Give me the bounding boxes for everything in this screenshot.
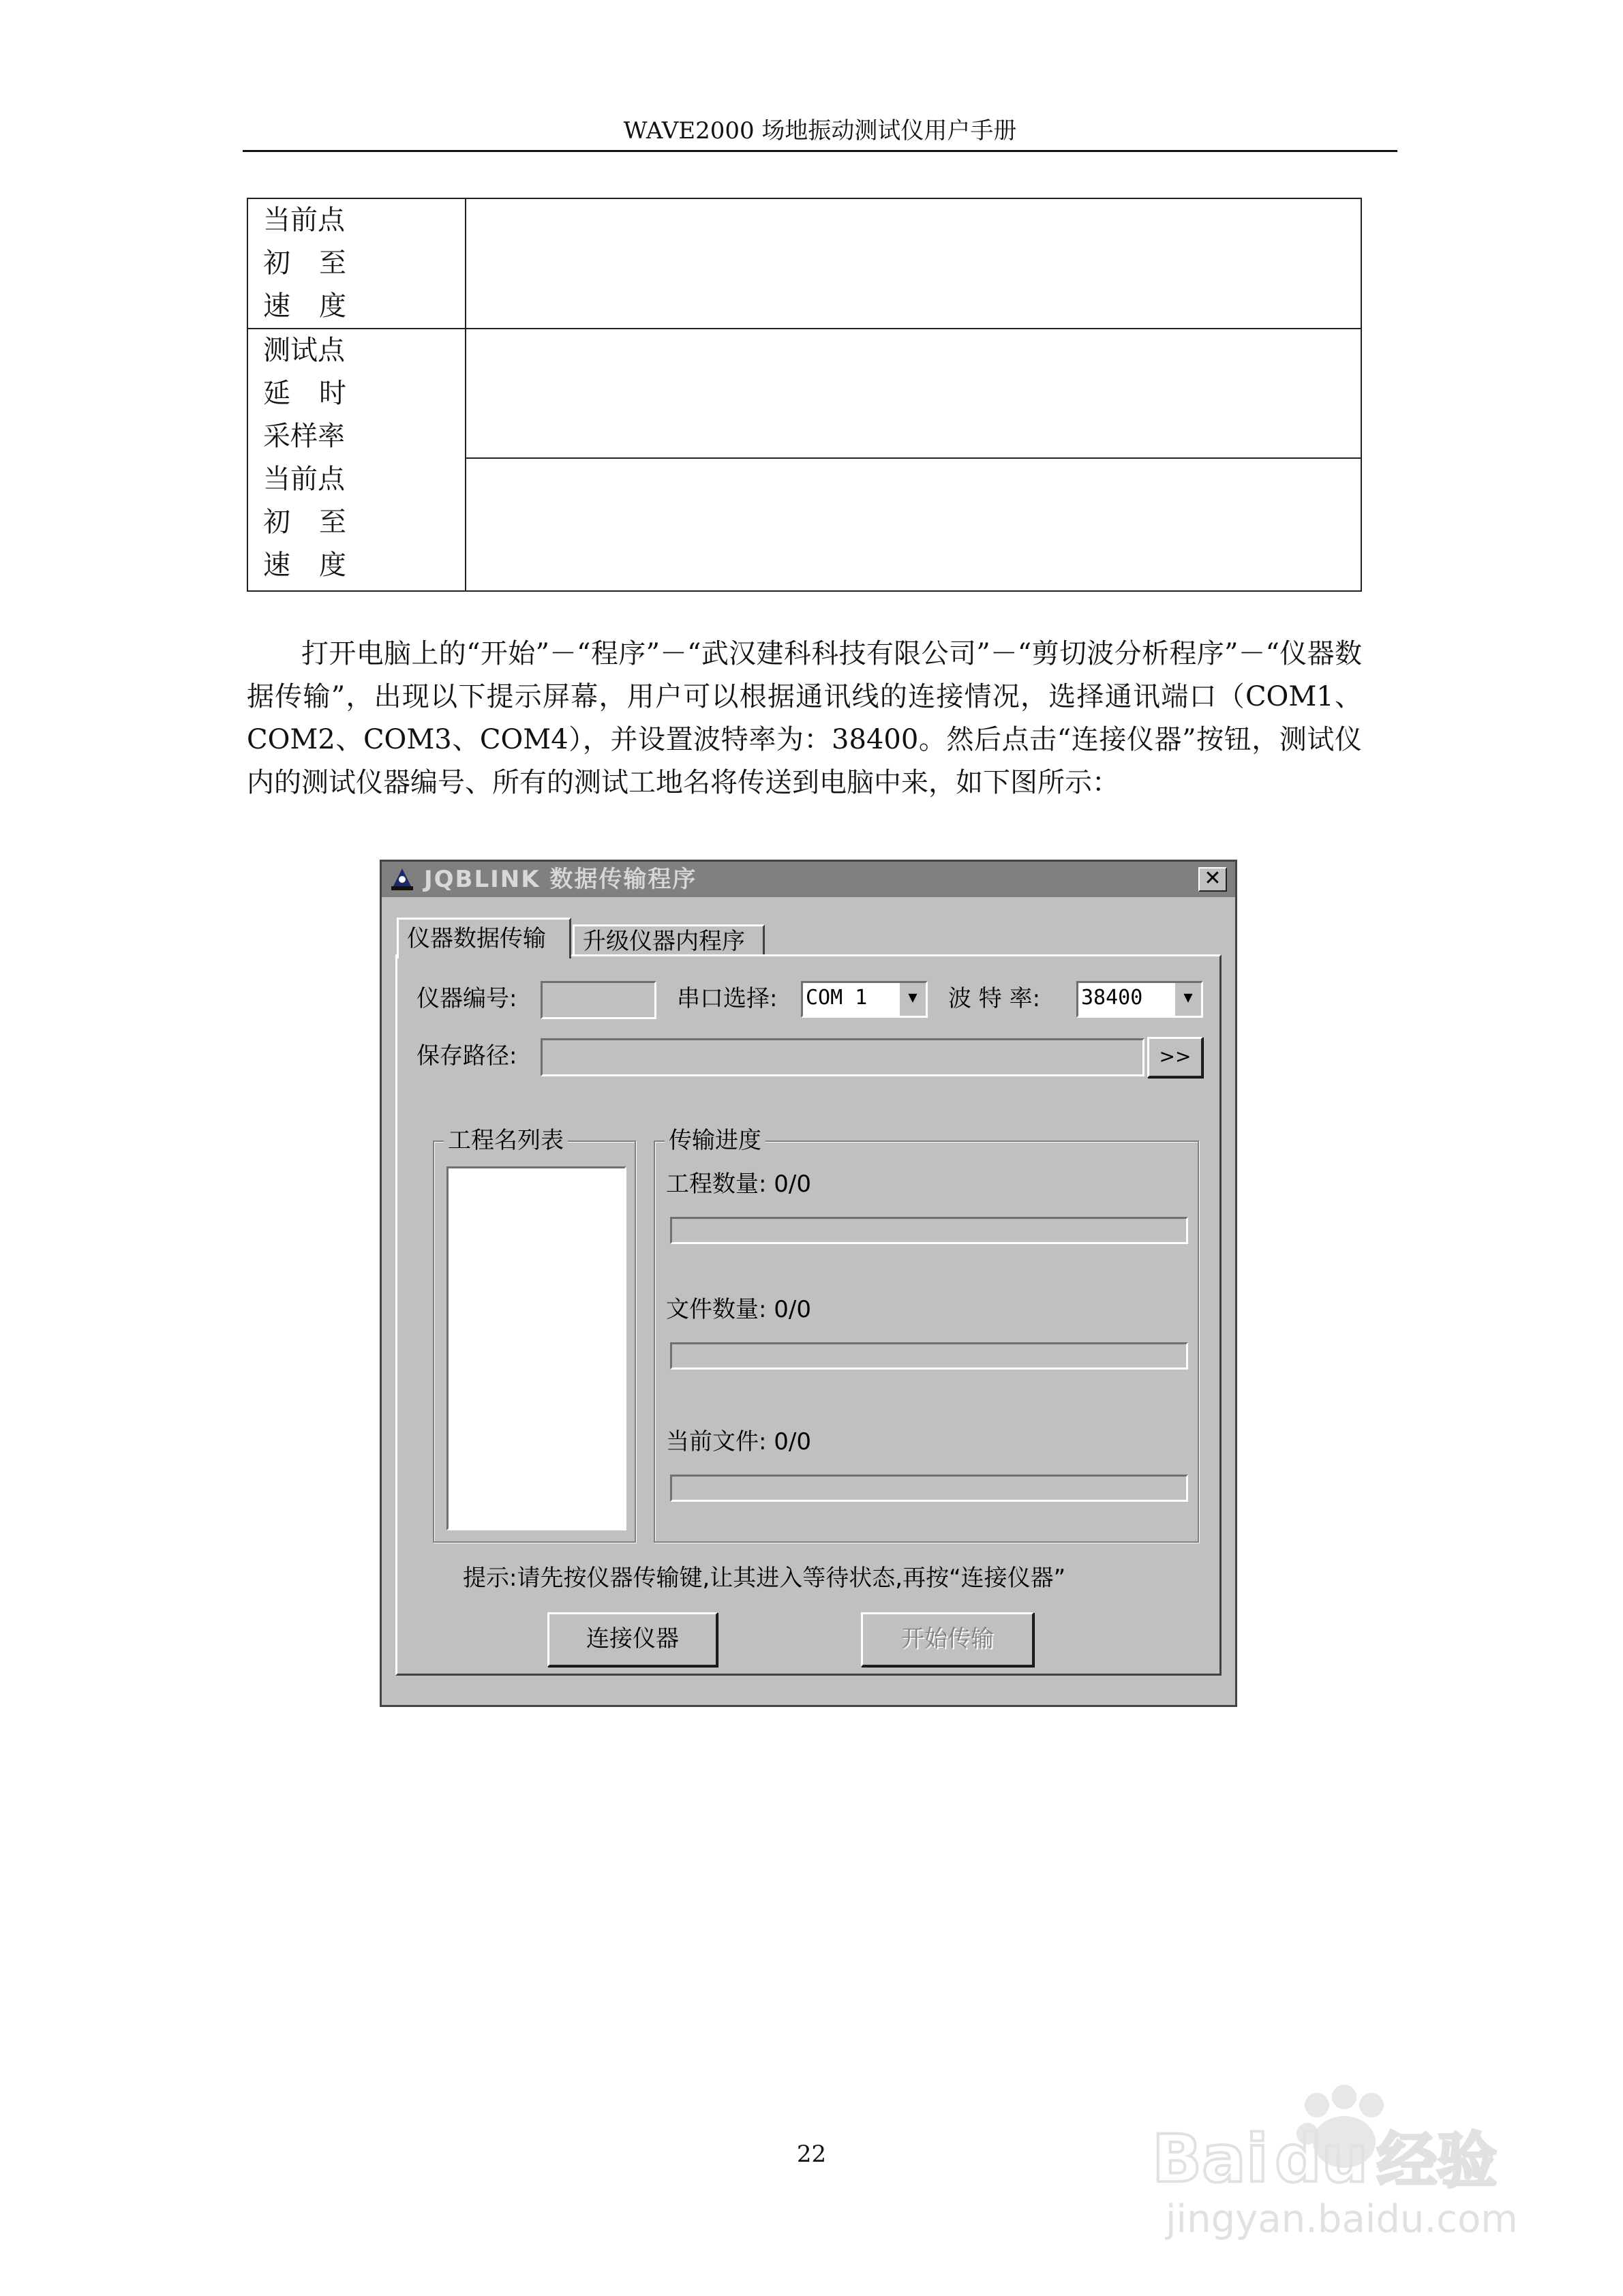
label-line: 速 度 bbox=[263, 549, 346, 581]
chevron-down-icon[interactable]: ▼ bbox=[898, 983, 926, 1016]
label-line: 延 时 bbox=[263, 378, 346, 409]
label-line: 采样率 bbox=[263, 421, 345, 452]
project-progress-bar bbox=[670, 1217, 1188, 1244]
table-cell-empty bbox=[466, 329, 1361, 458]
tab-firmware-upgrade[interactable]: 升级仪器内程序 bbox=[573, 924, 765, 956]
baud-value: 38400 bbox=[1081, 986, 1143, 1010]
current-file-label: 当前文件: 0/0 bbox=[666, 1428, 811, 1455]
file-progress-bar bbox=[670, 1342, 1188, 1370]
project-count-value: 0/0 bbox=[774, 1170, 811, 1198]
start-transfer-button[interactable]: 开始传输 bbox=[861, 1612, 1034, 1667]
tab-panel bbox=[395, 954, 1222, 1676]
watermark-url: jingyan.baidu.com bbox=[1166, 2197, 1518, 2241]
project-count-label: 工程数量: 0/0 bbox=[666, 1170, 811, 1198]
save-path-field[interactable] bbox=[541, 1038, 1144, 1076]
current-progress-bar bbox=[670, 1475, 1188, 1502]
baud-select[interactable] bbox=[1076, 981, 1203, 1018]
table-row-label bbox=[247, 329, 466, 591]
file-count-value: 0/0 bbox=[774, 1296, 811, 1323]
label-line: 测试点 bbox=[263, 335, 345, 366]
parameter-table bbox=[247, 198, 1362, 592]
file-count-label: 文件数量: 0/0 bbox=[666, 1296, 811, 1323]
svg-text:du: du bbox=[1275, 2121, 1369, 2197]
svg-text:Bai: Bai bbox=[1152, 2121, 1269, 2197]
close-button[interactable]: ✕ bbox=[1198, 867, 1227, 892]
baidu-jingyan-watermark bbox=[1138, 2079, 1575, 2243]
port-label: 串口选择: bbox=[677, 985, 778, 1012]
device-id-label: 仪器编号: bbox=[416, 985, 517, 1012]
project-list[interactable] bbox=[446, 1166, 626, 1530]
hint-text: 提示:请先按仪器传输键,让其进入等待状态,再按“连接仪器” bbox=[463, 1565, 1066, 1592]
app-icon bbox=[387, 867, 417, 892]
svg-text:经验: 经验 bbox=[1377, 2126, 1498, 2196]
table-cell-empty bbox=[466, 198, 1361, 329]
label-line: 初 至 bbox=[263, 507, 346, 538]
save-path-label: 保存路径: bbox=[416, 1042, 517, 1070]
dialog-title: JQBLINK 数据传输程序 bbox=[424, 866, 697, 893]
label-line: 速 度 bbox=[263, 290, 346, 322]
connect-button[interactable]: 连接仪器 bbox=[547, 1612, 718, 1667]
header-rule bbox=[243, 150, 1397, 152]
baud-label: 波 特 率: bbox=[948, 985, 1041, 1012]
table-cell-empty bbox=[466, 458, 1361, 591]
page-header: WAVE2000 场地振动测试仪用户手册 bbox=[623, 117, 1017, 145]
progress-group bbox=[654, 1127, 1199, 1543]
progress-group-title: 传输进度 bbox=[665, 1126, 765, 1155]
chevron-down-icon[interactable]: ▼ bbox=[1174, 983, 1201, 1016]
tab-device-transfer[interactable]: 仪器数据传输 bbox=[397, 918, 571, 958]
current-file-value: 0/0 bbox=[774, 1428, 811, 1455]
title-bar bbox=[382, 862, 1235, 897]
label-line: 当前点 bbox=[263, 205, 345, 236]
project-list-group bbox=[433, 1127, 636, 1543]
port-select[interactable] bbox=[801, 981, 928, 1018]
browse-button[interactable]: >> bbox=[1147, 1037, 1203, 1078]
page-number: 22 bbox=[796, 2141, 827, 2168]
label-line: 当前点 bbox=[263, 464, 345, 495]
project-list-title: 工程名列表 bbox=[444, 1126, 568, 1155]
port-value: COM 1 bbox=[806, 986, 868, 1010]
table-row-label bbox=[247, 198, 466, 329]
jqblink-dialog bbox=[380, 860, 1237, 1707]
device-id-field[interactable] bbox=[541, 981, 656, 1019]
instruction-paragraph: 打开电脑上的“开始”－“程序”－“武汉建科科技有限公司”－“剪切波分析程序”－“仪器数据传输”，出现以下提示屏幕，用户可以根据通讯线的连接情况，选择通讯端口（COM1、COM2、COM3、COM4），并设置波特率为：38400。然后点击“连接仪器”按钮，测试仪内的测试仪器编号、所有的测试工地名将传送到电脑中来，如下图所示： bbox=[247, 638, 1362, 798]
label-line: 初 至 bbox=[263, 247, 346, 279]
